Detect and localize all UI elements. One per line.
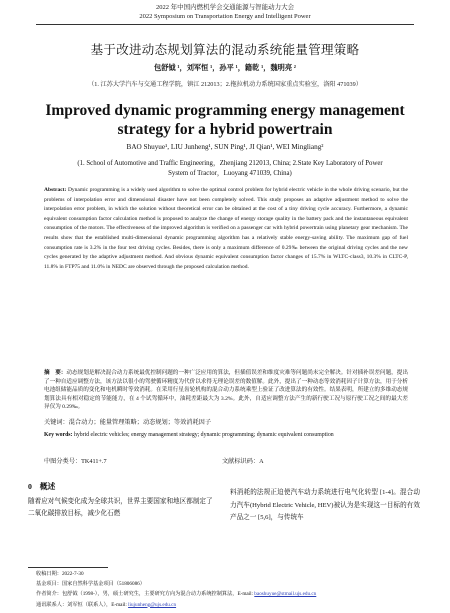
received-date: 收稿日期：2022-7-30: [36, 571, 84, 577]
conference-header: [0, 3, 450, 21]
footnote-divider: [28, 567, 108, 568]
clc-label: 中图分类号：: [44, 458, 82, 465]
affiliation-cn: （1. 江苏大学汽车与交通工程学院，镇江 212013；2.拖拉机动力系统国家重点实验室，洛阳 471039）: [88, 81, 362, 88]
title-en: [0, 101, 450, 139]
keywords-en: [44, 431, 408, 440]
keywords-en-text: hybrid electric vehicles; energy management strategy; dynamic programming; dynamic equivalent consumption: [73, 432, 334, 438]
body-column-right: 料消耗的法规正迫使汽车动力系统进行电气化转型 [1-4]。混合动力汽车(Hybrid Electric Vehicle, HEV)被认为是实现这一目标的有效产品之一 [5,6]，与传统车: [230, 489, 420, 521]
keywords-cn: [44, 418, 408, 427]
doc-code-label: 文献标识码：: [222, 458, 260, 465]
doc-code-value: A: [259, 458, 264, 465]
abstract-en: [44, 186, 408, 272]
author2-email-link[interactable]: liujunheng@ujs.edu.cn: [128, 601, 177, 608]
abstract-cn: [44, 369, 408, 412]
keywords-en-label: Key words:: [44, 432, 73, 438]
clc-value: TK411+.7: [81, 458, 107, 465]
document-code: [222, 456, 264, 465]
abstract-cn-label: 摘 要：: [44, 370, 67, 376]
affiliation-en: (1. School of Automotive and Traffic Engineering，Zhenjiang 212013, China; 2.State Key Laboratory of Power System of Tractor，Luoyang 471039, China): [77, 160, 383, 177]
authors-en: BAO Shuyue¹, LIU Junheng¹, SUN Ping¹, JI Qian¹, WEI Mingliang²: [126, 143, 324, 151]
corresponding-author: [36, 600, 420, 610]
corresponding-author-text: 通讯联系人：刘军恒（联系人），E-mail:: [36, 601, 127, 608]
header-divider: [36, 24, 414, 25]
conference-name-cn: 2022 年中国内燃机学会交通能源与智能动力大会: [155, 4, 295, 11]
author-bio: [36, 589, 420, 599]
title-en-line1: Improved dynamic programming energy management: [45, 102, 405, 119]
keywords-cn-text: 混合动力；能量管理策略；动态规划；等效消耗因子: [68, 419, 212, 426]
body-text-left: 随着应对气候变化成为全球共识，世界主要国家和地区都制定了二氧化碳排放目标，减少化石燃: [28, 497, 213, 517]
title-cn: 基于改进动态规划算法的混动系统能量管理策略: [90, 43, 360, 57]
author-bio-text: 作者简介：包舒钺（1998-），男，硕士研究生，主要研究方向为混合动力系统控制算法，E-mail:: [36, 591, 253, 598]
footnotes: [36, 569, 420, 610]
author1-email-link[interactable]: baoshuyue@stmail.ujs.edu.cn: [254, 591, 317, 598]
keywords-cn-label: 关键词：: [44, 419, 69, 426]
authors-cn: 包舒钺 ¹，刘军恒 ¹，孙平 ¹，籍乾 ¹，魏明亮 ²: [154, 64, 296, 72]
title-en-line2: strategy for a hybrid powertrain: [117, 121, 333, 138]
abstract-cn-text: 动态规划是解决混合动力系统最优控制问题的一种广泛应用的算法，但插值误差和维度灾难等问题尚未完全解决。针对插补误差问题，提出了一种自适应调整方法，该方法以很小的驾驶循环精度为代价以求得无理论误差的数值解。此外，提出了一种动态等效消耗因子计算方法，用于分析电池组储能品质的变化和电机瞬时等效消耗。在采用行星齿轮机构的混合动力系统乘型上验证了改进算法的有效性。结果表明，所建立的多维动态规划算法具有相对稳定的节能能力，在 4 个试驾循环中，油耗差距最大为 3.2%。此外，自适应调整方法产生的新行驶工况与原行驶工况之间的最大差异仅为 0.29‰。: [44, 370, 408, 411]
section-heading: 0 概述: [28, 482, 56, 491]
conference-name-en: 2022 Symposium on Transportation Energy and Intelligent Power: [139, 13, 311, 20]
abstract-en-label: Abstract:: [44, 187, 67, 193]
fund-project: 基金项目：国家自然科学基金项目（51806086）: [36, 581, 145, 588]
clc-number: [44, 456, 107, 465]
body-column-left: [28, 481, 216, 521]
abstract-en-text: Dynamic programming is a widely used algorithm to solve the optimal control problem for hybrid electric vehicle in the whole driving scenario, but the problems of interpolation error and dimensional disaster have not been completely solved. This study proposes an adaptive adjustment method to solve the interpolation error problem, in which the solution without theoretical error can be obtained at the cost of a tiny driving cycle accuracy. Furthermore, a dynamic equivalent consumption factor calculation method is proposed to analyze the change of energy storage quality in the battery pack and the instantaneous equivalent consumption of the motors. The effectiveness of the improved algorithm is verified on a passenger car with hybrid powertrain using planetary gear mechanism. The results show that the established multi-dimensional dynamic programming algorithm has a relatively stable energy-saving ability. The maximum gap of fuel consumption rate is 3.2% in the four test driving cycles. Besides, there is only a maximum difference of 0.29‰ between the original driving cycles and the new cycles generated by the adaptive adjustment method. And obvious dynamic equivalent consumption factor changes of 15.7% in WLTC-class3, 10.3% in CLTC-P, 11.8% in FTP75 and 11.0% in NEDC are observed through the proposed calculation method.: [44, 187, 409, 270]
